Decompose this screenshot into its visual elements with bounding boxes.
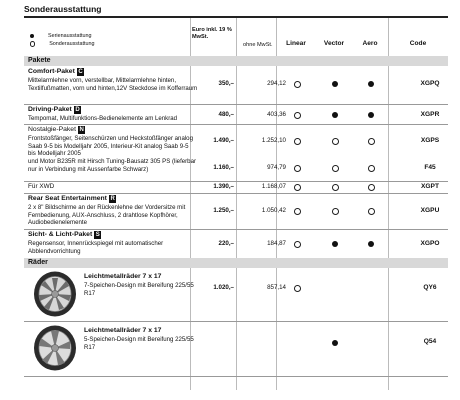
- price-net: 857,14: [267, 284, 286, 291]
- package-name: Rear Seat Entertainment R: [28, 195, 115, 202]
- optional-vector-icon: [332, 184, 339, 191]
- option-code: XGPR: [420, 111, 440, 118]
- package-badge: D: [75, 107, 80, 113]
- package-description: Mittelarmlehne vorn, verstellbar, Mittelarmlehne hinten, Textilfußmatten, vorn und hinten,12V Steckdose im Kofferraum: [28, 77, 198, 92]
- package-name: Nostalgie-Paket N: [28, 126, 84, 133]
- price-gross: 1.020,–: [213, 284, 234, 291]
- package-description: und Motor B235R mit Hirsch Tuning-Bausatz 305 PS (lieferbar nur in Verbindung mit Aussenfarbe Schwarz): [28, 158, 196, 173]
- row-divider: [24, 376, 448, 377]
- price-gross: 1.250,–: [213, 207, 234, 214]
- option-code: XGPU: [420, 207, 440, 214]
- option-code: F45: [424, 164, 436, 171]
- filled-dot-icon: [30, 34, 34, 38]
- price-gross: 350,–: [218, 80, 234, 87]
- page-title: Sonderausstattung: [24, 4, 102, 14]
- price-net: 184,87: [267, 240, 286, 247]
- standard-vector-icon: [332, 241, 338, 247]
- optional-vector-icon: [332, 138, 339, 145]
- wheel-5-spoke-image: [32, 324, 78, 372]
- option-code: XGPT: [421, 183, 439, 190]
- package-name: Sicht- & Licht-Paket S: [28, 231, 100, 238]
- package-badge: C: [78, 69, 83, 75]
- price-gross: 1.390,–: [213, 183, 234, 190]
- col-aero: Aero: [362, 40, 378, 47]
- price-net: 1.168,07: [261, 183, 286, 190]
- col-linear: Linear: [286, 40, 306, 47]
- package-name: Für XWD: [28, 183, 55, 190]
- package-description: Tempomat, Multifunktions-Bedienelemente am Lenkrad: [28, 115, 178, 122]
- price-net: 294,12: [267, 80, 286, 87]
- package-description: Regensensor, Innenrückspiegel mit automatischer Abblendvorrichtung: [28, 240, 164, 255]
- section-raeder: Räder: [24, 258, 448, 268]
- table-row: [24, 158, 448, 180]
- package-badge: S: [95, 232, 100, 238]
- open-dot-icon: [30, 41, 35, 46]
- table-row: [24, 105, 448, 123]
- standard-vector-icon: [332, 340, 338, 346]
- price-gross: 480,–: [218, 111, 234, 118]
- package-description: 2 x 8" Bildschirme an der Rückenlehne der Vordersitze mit Fernbedienung, AUX-Anschluss, 2 drahtlose Kopfhörer, Audiobedienelemente: [28, 204, 186, 227]
- standard-vector-icon: [332, 81, 338, 87]
- wheel-name: Leichtmetallräder 7 x 17: [84, 273, 162, 280]
- section-pakete: Pakete: [24, 56, 448, 66]
- option-code: XGPQ: [420, 80, 440, 87]
- wheel-description: 5-Speichen-Design mit Bereifung 225/55 R17: [84, 336, 194, 351]
- optional-aero-icon: [368, 165, 375, 172]
- euro-incl-header: Euro inkl. 19 % MwSt.: [192, 27, 232, 40]
- price-net: 403,36: [267, 111, 286, 118]
- optional-linear-icon: [294, 241, 301, 248]
- optional-linear-icon: [294, 112, 301, 119]
- optional-linear-icon: [294, 138, 301, 145]
- option-code: XGPO: [420, 240, 440, 247]
- optional-aero-icon: [368, 138, 375, 145]
- optional-vector-icon: [332, 165, 339, 172]
- optional-aero-icon: [368, 184, 375, 191]
- optional-linear-icon: [294, 184, 301, 191]
- price-gross: 220,–: [218, 240, 234, 247]
- optional-linear-icon: [294, 208, 301, 215]
- standard-aero-icon: [368, 241, 374, 247]
- price-net: 1.050,42: [261, 207, 286, 214]
- price-net: 1.252,10: [261, 137, 286, 144]
- table-row: [24, 322, 448, 374]
- wheel-7-spoke-image: [32, 270, 78, 318]
- net-header: ohne MwSt.: [243, 42, 273, 48]
- standard-vector-icon: [332, 112, 338, 118]
- optional-vector-icon: [332, 208, 339, 215]
- col-code: Code: [409, 40, 427, 47]
- package-name: Driving-Paket D: [28, 106, 80, 113]
- table-row: [24, 268, 448, 320]
- wheel-name: Leichtmetallräder 7 x 17: [84, 327, 162, 334]
- price-gross: 1.160,–: [213, 164, 234, 171]
- standard-aero-icon: [368, 112, 374, 118]
- optional-linear-icon: [294, 285, 301, 292]
- optional-linear-icon: [294, 165, 301, 172]
- option-code: QY6: [423, 284, 437, 291]
- package-description: Frontstoßfänger, Seitenschürzen und Heckstoßfänger analog Saab 9-5 bis Modelljahr 2005, Interieur-Kit analog Saab 9-5 bis Modelljahr 2005: [28, 135, 193, 158]
- table-row: [24, 66, 448, 104]
- table-row: [24, 194, 448, 228]
- table-row: [24, 230, 448, 256]
- price-gross: 1.490,–: [213, 137, 234, 144]
- optional-aero-icon: [368, 208, 375, 215]
- optional-linear-icon: [294, 81, 301, 88]
- price-net: 974,79: [267, 164, 286, 171]
- legend-standard: Serienausstattung: [30, 33, 91, 39]
- package-name: Comfort-Paket C: [28, 68, 83, 75]
- option-code: XGPS: [420, 137, 440, 144]
- package-badge: R: [110, 196, 115, 202]
- option-code: Q54: [423, 338, 437, 345]
- package-badge: N: [79, 127, 84, 133]
- standard-aero-icon: [368, 81, 374, 87]
- wheel-description: 7-Speichen-Design mit Bereifung 225/55 R17: [84, 282, 194, 297]
- col-vector: Vector: [323, 40, 345, 47]
- table-row: [24, 182, 448, 192]
- legend-optional: Sonderausstattung: [30, 41, 94, 47]
